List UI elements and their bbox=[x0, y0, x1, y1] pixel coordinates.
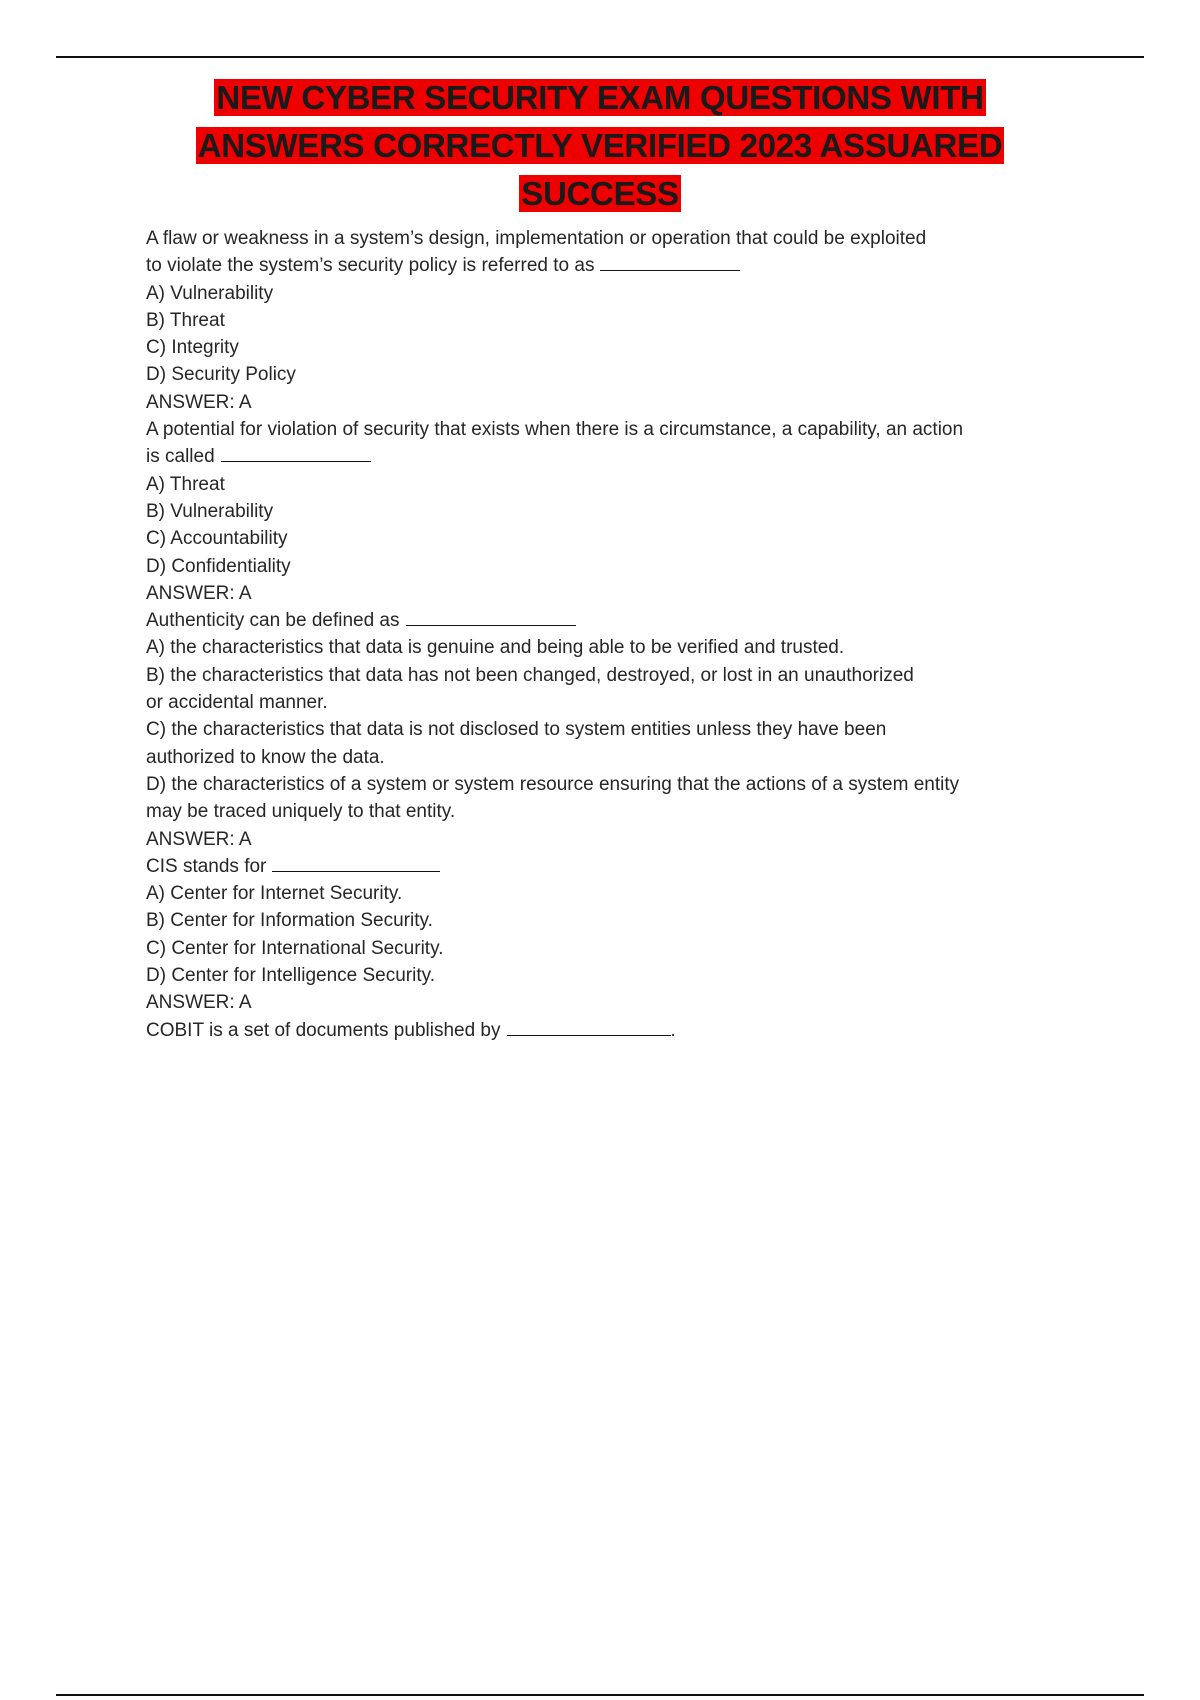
question-prompt-text: Authenticity can be defined as bbox=[146, 610, 400, 632]
option-d-continued: may be traced uniquely to that entity. bbox=[146, 801, 456, 823]
option-d: D) Center for Intelligence Security. bbox=[146, 965, 435, 987]
answer-blank bbox=[221, 460, 371, 462]
option-b: B) the characteristics that data has not been changed, destroyed, or lost in an unauthorized bbox=[146, 664, 914, 686]
document-title bbox=[150, 74, 1050, 218]
option-c-continued: authorized to know the data. bbox=[146, 746, 385, 768]
option-d: D) Confidentiality bbox=[146, 555, 291, 577]
option-b: B) Center for Information Security. bbox=[146, 910, 433, 932]
answer-line: ANSWER: A bbox=[146, 391, 252, 413]
option-b: B) Vulnerability bbox=[146, 500, 274, 522]
option-a: A) Center for Internet Security. bbox=[146, 883, 403, 905]
question-prompt-text: is called bbox=[146, 446, 215, 468]
question-prompt-line bbox=[146, 443, 1046, 470]
answer-line: ANSWER: A bbox=[146, 828, 252, 850]
question-prompt-line bbox=[146, 853, 1046, 880]
bottom-rule bbox=[56, 1694, 1144, 1696]
answer-blank bbox=[507, 1034, 671, 1036]
option-a: A) Vulnerability bbox=[146, 282, 274, 304]
option-d: D) the characteristics of a system or system resource ensuring that the actions of a system entity bbox=[146, 773, 960, 795]
question-5 bbox=[146, 1017, 1046, 1044]
document-body bbox=[146, 225, 1046, 1044]
option-d: D) Security Policy bbox=[146, 364, 296, 386]
option-a: A) the characteristics that data is genuine and being able to be verified and trusted. bbox=[146, 637, 845, 659]
question-prompt-line: A flaw or weakness in a system’s design, implementation or operation that could be exploited bbox=[146, 228, 927, 249]
answer-blank bbox=[600, 269, 740, 271]
question-2 bbox=[146, 416, 1046, 607]
question-suffix: . bbox=[670, 1019, 676, 1041]
answer-line: ANSWER: A bbox=[146, 582, 252, 604]
question-3 bbox=[146, 607, 1046, 853]
question-prompt-line bbox=[146, 607, 1046, 634]
option-c: C) the characteristics that data is not disclosed to system entities unless they have been bbox=[146, 719, 887, 741]
option-c: C) Integrity bbox=[146, 337, 239, 359]
question-4 bbox=[146, 853, 1046, 1017]
title-line-1: NEW CYBER SECURITY EXAM QUESTIONS WITH bbox=[216, 79, 984, 116]
option-a: A) Threat bbox=[146, 473, 225, 495]
option-b-continued: or accidental manner. bbox=[146, 692, 328, 714]
option-c: C) Accountability bbox=[146, 528, 288, 550]
question-prompt-line: A potential for violation of security that exists when there is a circumstance, a capability, an action bbox=[146, 419, 964, 441]
question-1 bbox=[146, 225, 1046, 416]
question-prompt-line bbox=[146, 1017, 1046, 1044]
answer-blank bbox=[406, 624, 576, 626]
title-line-2: ANSWERS CORRECTLY VERIFIED 2023 ASSUARED bbox=[197, 127, 1003, 164]
top-rule bbox=[56, 56, 1144, 58]
answer-line: ANSWER: A bbox=[146, 992, 252, 1014]
option-b: B) Threat bbox=[146, 309, 225, 331]
answer-blank bbox=[272, 870, 440, 872]
question-prompt-line bbox=[146, 252, 1046, 279]
question-prompt-text: to violate the system’s security policy is referred to as bbox=[146, 255, 595, 277]
question-prompt-text: COBIT is a set of documents published by bbox=[146, 1019, 501, 1041]
option-c: C) Center for International Security. bbox=[146, 937, 444, 959]
title-line-3: SUCCESS bbox=[521, 175, 679, 212]
question-prompt-text: CIS stands for bbox=[146, 855, 267, 877]
